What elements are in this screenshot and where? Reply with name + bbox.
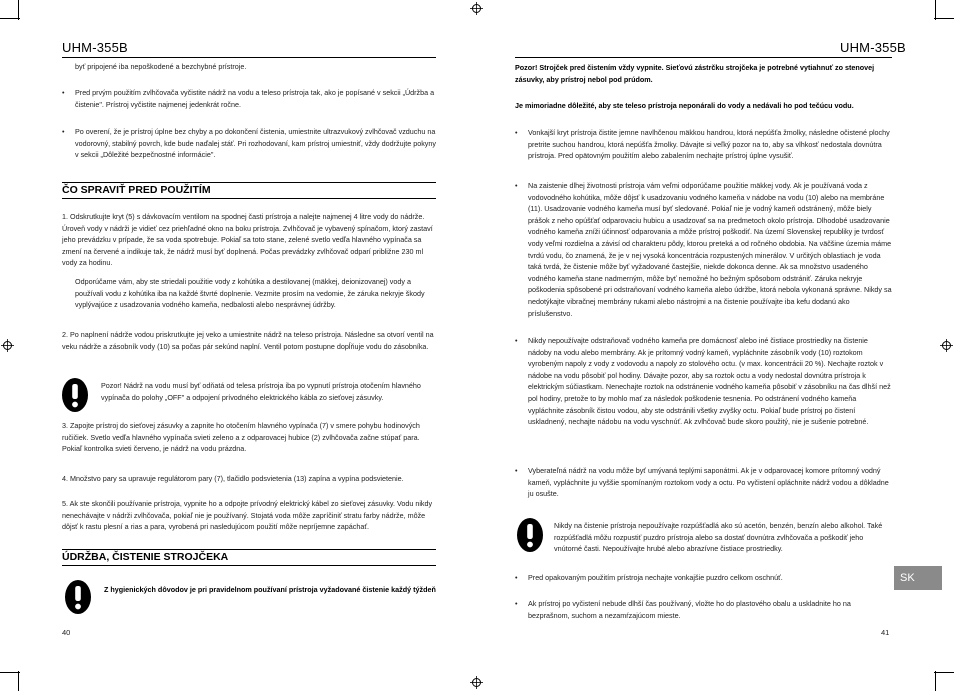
page-number: 40	[62, 628, 71, 637]
language-tab: SK	[894, 566, 942, 590]
bullet-text: Vyberateľná nádrž na vodu môže byť umývaná teplými saponátmi. Ak je v odparovacej komore prítomný vodný kameň, vypláchnite ju vyššie spomínaným roztokom vody a octu. Po vyčistení opláchnite nádrž vodou a dôkladne ju osušte.	[528, 466, 889, 499]
bullet-marker: •	[515, 128, 518, 137]
bullet-marker: •	[62, 127, 65, 136]
bullet-marker: •	[515, 181, 518, 190]
bullet-text: Po overení, že je prístroj úplne bez chyby a po dokončení čistenia, umiestnite ultrazvukový zvlhčovač vzduchu na vodorovný, stabilný povrch, kde bude naďalej stáť. Pri rozhodovaní, kam prístroj umiestniť, vždy dodržujte pokyny v sekcii „Dôležité bezpečnostné informácie".	[75, 127, 436, 160]
exclamation-icon	[65, 580, 91, 614]
bullet-marker: •	[62, 88, 65, 97]
right-page	[477, 0, 954, 691]
header-rule	[62, 57, 436, 58]
warning-bold: Je mimoriadne dôležité, aby ste teleso prístroja neponárali do vody a nedávali ho pod tečúcu vodu.	[515, 101, 854, 110]
intro-text: byť pripojené iba nepoškodené a bezchybné prístroje.	[75, 62, 247, 71]
bullet-marker: •	[515, 599, 518, 608]
header-rule	[515, 57, 892, 58]
bullet-text: Na zaistenie dlhej životnosti prístroja vám veľmi odporúčame použitie mäkkej vody. Ak je používaná voda z vodovodného kohútika, môže dôjsť k usadzovaniu vodného kameňa v nádobe na vodu (10) alebo na membráne (11). Usadzovanie vodného kameňa musí byť sledované. Pokiaľ nie je vodný kameň odstránený, môže biely prášok z neho opúšťať odparovaciu hubicu a usadzovať sa na predmetoch okolo prístroja. Dlhodobé usadzovanie vodného kameňa zníži účinnosť odparovania a môže prístroj poškodiť. Na území Slovenskej republiky je tvrdosť vody veľmi rozdielna a závisí od charakteru pôdy, ktorou preteká a od ročného obdobia. Na väčšine územia máme tvrdú vodu, čo znamená, že je v nej vysoká koncentrácia rozpustených minerálov. V určitých oblastiach je voda taká tvrdá, že čistenie môže byť vyžadované častejšie, niekde dokonca denne. Ak sa množstvo usadeného vodného kameňa stane nadmerným, môže byť nemožné ho bežným spôsobom odstrániť. Záruka nekryje poškodenia spôsobené pri odstraňovaní vodného kameňa alebo údržbe, ktorá nebola vykonaná správne. Nikdy sa nedotýkajte vibračnej membrány rukami alebo nástrojmi a na čistenie používajte iba kefu dodanú ako príslušenstvo.	[528, 181, 892, 318]
step-1-continued: Odporúčame vám, aby ste striedali použitie vody z kohútika a destilovanej (mäkkej, deionizovanej) vody a používali vodu z kohútika iba na každé štvrté doplnenie. Vezmite prosím na vedomie, že záruka nekryje škody vyplývajúce z usadzovania vodného kameňa, nedbalosti alebo nesprávnej údržby.	[75, 277, 425, 310]
bullet-marker: •	[515, 466, 518, 475]
bullet-text: Pred opakovaným použitím prístroja nechajte vonkajšie puzdro celkom oschnúť.	[528, 573, 783, 582]
section-title: ČO SPRAVIŤ PRED POUŽITÍM	[62, 184, 211, 196]
section-title: ÚDRŽBA, ČISTENIE STROJČEKA	[62, 551, 229, 563]
bullet-text: Pred prvým použitím zvlhčovača vyčistite nádrž na vodu a teleso prístroja tak, ako je popísané v sekcii „Údržba a čistenie". Prístroj vyčistite najmenej jedenkrát ročne.	[75, 88, 435, 109]
warning-text: Z hygienických dôvodov je pri pravidelnom používaní prístroja vyžadované čistenie každý týždeň	[104, 585, 436, 594]
warning-text: Pozor! Nádrž na vodu musí byť odňatá od telesa prístroja iba po vypnutí prístroja otočením hlavného vypínača do polohy „OFF" a odpojení prívodného elektrického kábla zo sieťovej zásuvky.	[101, 381, 421, 402]
section-rule-bottom	[62, 198, 436, 199]
step-4: 4. Množstvo pary sa upravuje regulátorom pary (7), tlačidlo podsvietenia (13) zapína a vypína podsvietenie.	[62, 474, 404, 483]
bullet-marker: •	[515, 573, 518, 582]
step-5: 5. Ak ste skončili používanie prístroja, vypnite ho a odpojte prívodný elektrický kábel zo sieťovej zásuvky. Vodu nikdy nenechávajte v nádrži zvlhčovača, pokiaľ nie je používaný. Stojatá voda môže zapríčiniť stratu farby nádrže, môže dôjsť k rastu plesní a rias a para, vyrobená pri nasledujúcom použití môže nepríjemne zapáchať.	[62, 499, 433, 532]
exclamation-icon	[517, 518, 543, 552]
bullet-marker: •	[515, 336, 518, 345]
bullet-text: Nikdy nepoužívajte odstraňovač vodného kameňa pre domácnosť alebo iné čistiace prostriedky na čistenie nádoby na vodu alebo membrány. Ak je prítomný vodný kameň, vypláchnite zásobník vody (10) roztokom vyrobeným napoly z vody z vodovodu a napoly zo stolového octu. (v max. koncentrácii 20 %). Nechajte roztok v nádobe na vodu pôsobiť pol hodiny. Dávajte pozor, aby sa roztok octu a vody nedostal dovnútra prístroja k elektrickým súčiastkam. Nenechajte roztok na odstránenie vodného kameňa pôsobiť v zásobníku na čas dlhší než pol hodiny, pretože to by mohlo mať za následok poškodenie tesnenia. Po odstránení vodného kameňa vypláchnite zásobník čistou vodou, aby ste odstránili všetky zvyšky octu. Pokiaľ bude prístroj po čistení uskladnený, nechajte nádobu na vodu vyschnúť. Ak zvlhčovač bude skoro použitý, nie je sušenie potrebné.	[528, 336, 891, 427]
warning-bold: Pozor! Strojček pred čistením vždy vypnite. Sieťovú zástrčku strojčeka je potrebné vytiahnuť zo stenovej zásuvky, aby prístroj nebol pod prúdom.	[515, 63, 875, 84]
model-header: UHM-355B	[62, 40, 128, 55]
step-1: 1. Odskrutkujte kryt (5) s dávkovacím ventilom na spodnej časti prístroja a nalejte najmenej 4 litre vody do nádrže. Úroveň vody v nádrži je vidieť cez priehľadné okno na boku prístroja. Zvlhčovač je vybavený spínačom, ktorý zastaví jeho prevádzku v prípade, že sa voda spotrebuje. Pokiaľ sa toto stane, zelené svetlo vedľa hlavného vypínača sa zmení na červené a indikuje tak, že nádrž musí byť doplnená. Počas prevádzky zvlhčovač odparí približne 230 ml vody za hodinu.	[62, 212, 433, 268]
step-2: 2. Po naplnení nádrže vodou priskrutkujte jej veko a umiestnite nádrž na teleso prístroja. Následne sa otvorí ventil na veku nádrže a zásobník vody (10) sa počas pár sekúnd naplní. Ventil potom postupne dopĺňuje vodu do zásobníka.	[62, 330, 434, 351]
step-3: 3. Zapojte prístroj do sieťovej zásuvky a zapnite ho otočením hlavného vypínača (7) v smere pohybu hodinových ručičiek. Svetlo vedľa hlavného vypínača svieti zeleno a z odparovacej hubice (2) zvlhčovača začne stúpať para. Pokiaľ kontrolka svieti červeno, je nádrž na vodu prázdna.	[62, 421, 420, 454]
exclamation-icon	[62, 378, 88, 412]
model-header: UHM-355B	[840, 40, 906, 55]
warning-text: Nikdy na čistenie prístroja nepoužívajte rozpúšťadlá ako sú acetón, benzén, benzín alebo alkohol. Také rozpúšťadlá môžu rozpustiť puzdro prístroja alebo sa dostať dovnútra zvlhčovača a poškodiť jeho vnútorné časti. Nepoužívajte hrubé alebo abrazívne čistiace prostriedky.	[554, 521, 883, 554]
page-number: 41	[881, 628, 890, 637]
section-rule-bottom	[62, 565, 436, 566]
bullet-text: Ak prístroj po vyčistení nebude dlhší čas používaný, vložte ho do plastového obalu a uskladnite ho na bezprašnom, suchom a nezamŕzajúcom mieste.	[528, 599, 851, 620]
bullet-text: Vonkajší kryt prístroja čistite jemne navlhčenou mäkkou handrou, ktorá nepúšťa žmolky, následne očistené plochy pretrite suchou handrou, ktorá nepúšťa žmolky. Dávajte si veľký pozor na to, aby sa vlhkosť nedostala dovnútra prístroja. Pred opätovným použitím alebo zabalením nechajte prístroj úplne vysušiť.	[528, 128, 890, 161]
section-rule-top	[62, 182, 436, 183]
section-rule-top	[62, 549, 436, 550]
